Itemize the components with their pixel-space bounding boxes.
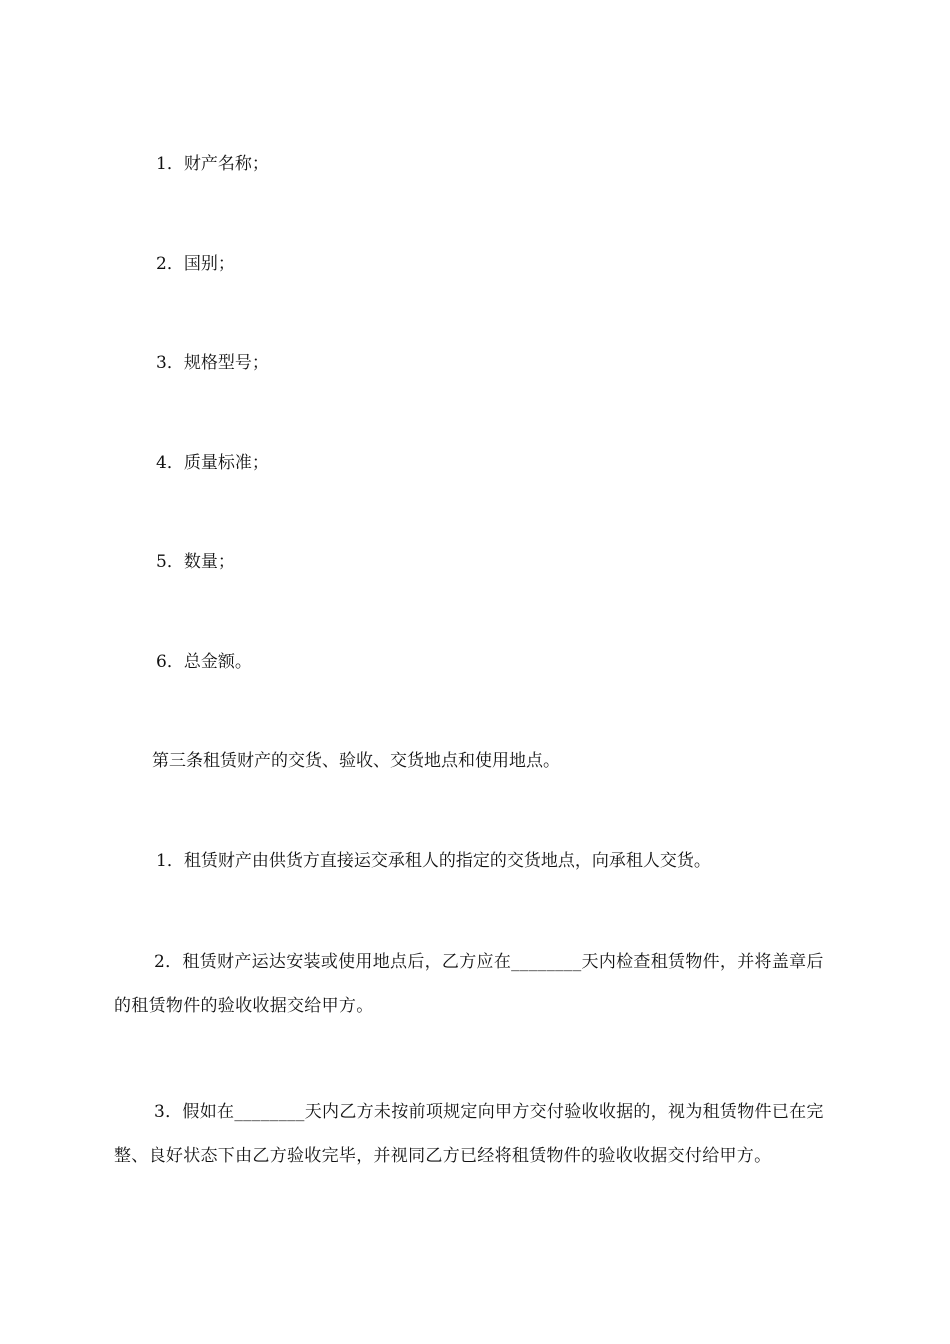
item-quality-standard: 4．质量标准；	[156, 453, 269, 473]
item-quantity: 5．数量；	[156, 552, 235, 572]
article3-heading: 第三条租赁财产的交货、验收、交货地点和使用地点。	[152, 751, 560, 771]
item-property-name: 1．财产名称；	[156, 154, 269, 174]
article3-clause-1: 1．租赁财产由供货方直接运交承租人的指定的交货地点，向承租人交货。	[156, 851, 711, 871]
article3-clause-3: 3．假如在________天内乙方未按前项规定向甲方交付验收收据的，视为租赁物件已在完整、良好状态下由乙方验收完毕，并视同乙方已经将租赁物件的验收收据交付给甲方。	[114, 1102, 824, 1166]
item-specification: 3．规格型号；	[156, 353, 269, 373]
item-country: 2．国别；	[156, 254, 235, 274]
article3-clause-2: 2．租赁财产运达安装或使用地点后，乙方应在________天内检查租赁物件，并将盖章后的租赁物件的验收收据交给甲方。	[114, 952, 824, 1016]
item-total-amount: 6．总金额。	[156, 652, 252, 672]
